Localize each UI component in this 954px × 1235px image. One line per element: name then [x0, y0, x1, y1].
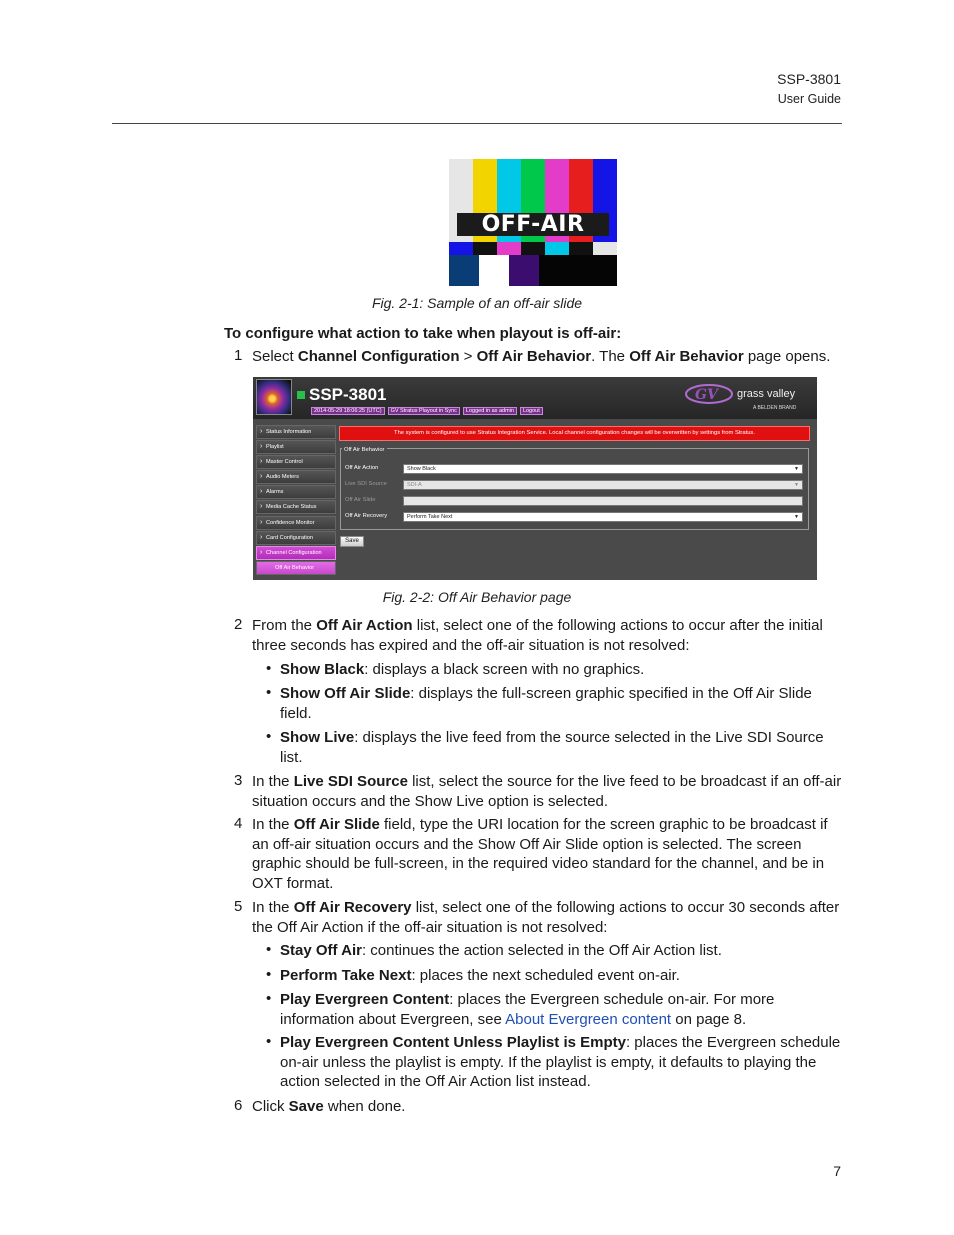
timestamp-tag: 2014-05-29 18:06:25 (UTC) [311, 407, 385, 415]
off-air-action-select[interactable]: Show Black ▼ [403, 464, 803, 474]
figure1-caption: Fig. 2-1: Sample of an off-air slide [371, 295, 583, 311]
off-air-action-label: Off Air Action [345, 465, 379, 471]
user-tag: Logged in as admin [463, 407, 517, 415]
off-air-recovery-select[interactable]: Perform Take Next ▼ [403, 512, 803, 522]
step-6-number: 6 [234, 1097, 243, 1114]
live-sdi-source-select: SDI-A ▼ [403, 480, 803, 490]
dropdown-arrow-icon: ▼ [794, 466, 799, 472]
dropdown-arrow-icon: ▼ [794, 482, 799, 488]
step-1-text: Select Channel Configuration > Off Air Behavior. The Off Air Behavior page opens. [252, 348, 831, 365]
option-show-live: Show Live: displays the live feed from the source selected in the Live SDI Source list. [280, 729, 824, 766]
bullet-dot: • [266, 990, 272, 1007]
app-title: SSP-3801 [309, 385, 387, 404]
nav-item-card-configuration[interactable]: › Card Configuration [256, 531, 336, 545]
logout-button[interactable]: Logout [520, 407, 543, 415]
status-indicator [297, 391, 305, 399]
option-play-evergreen-content: Play Evergreen Content: places the Evergreen schedule on-air. For more information about Evergreen, see About Evergreen content on page 8. [280, 991, 775, 1028]
step-3-text: In the Live SDI Source list, select the source for the live feed to be broadcast if an off-air situation occurs and the Show Live option is selected. [252, 773, 842, 810]
nav-item-audio-meters[interactable]: › Audio Meters [256, 470, 336, 484]
step-1-number: 1 [234, 347, 243, 364]
procedure-heading: To configure what action to take when playout is off-air: [224, 325, 622, 342]
off-air-slide-input [403, 496, 803, 506]
option-perform-take-next: Perform Take Next: places the next scheduled event on-air. [280, 967, 680, 984]
doc-title: SSP-3801 [777, 71, 841, 87]
off-air-label: OFF-AIR [457, 213, 609, 236]
save-button[interactable]: Save [340, 536, 364, 547]
status-tags [311, 407, 543, 415]
nav-item-status-information[interactable]: › Status Information [256, 425, 336, 439]
bullet-dot: • [266, 941, 272, 958]
svg-text:GV: GV [695, 387, 718, 403]
sync-status-tag: GV Stratus Playout in Sync [388, 407, 460, 415]
nav-item-off-air-behavior[interactable]: Off Air Behavior [256, 561, 336, 575]
pluge-bars [449, 255, 617, 286]
brand-subtitle: A BELDEN BRAND [753, 405, 797, 411]
nav-sidebar [256, 425, 336, 576]
about-evergreen-link[interactable]: About Evergreen content [505, 1010, 672, 1028]
bullet-dot: • [266, 966, 272, 983]
step-5-number: 5 [234, 898, 243, 915]
step-3-number: 3 [234, 772, 243, 789]
live-sdi-source-label: Live SDI Source [345, 481, 387, 487]
nav-item-confidence-monitor[interactable]: › Confidence Monitor [256, 516, 336, 530]
off-air-slide-image [449, 159, 617, 286]
doc-subtitle: User Guide [777, 92, 841, 106]
step-4-number: 4 [234, 815, 243, 832]
option-show-black: Show Black: displays a black screen with no graphics. [280, 661, 645, 678]
off-air-behavior-screenshot [253, 377, 817, 580]
step-6-text: Click Save when done. [252, 1098, 406, 1115]
off-air-slide-label: Off Air Slide [345, 497, 376, 503]
bullet-dot: • [266, 660, 272, 677]
bullet-dot: • [266, 684, 272, 701]
brand-name: grass valley [737, 388, 796, 400]
option-show-off-air-slide: Show Off Air Slide: displays the full-screen graphic specified in the Off Air Slide field. [280, 685, 812, 722]
step-5-text: In the Off Air Recovery list, select one of the following actions to occur 30 seconds after the Off Air Action if the off-air situation is not resolved: [252, 899, 840, 936]
nav-item-playlist[interactable]: › Playlist [256, 440, 336, 454]
bullet-dot: • [266, 1033, 272, 1050]
dropdown-arrow-icon: ▼ [794, 514, 799, 520]
off-air-recovery-label: Off Air Recovery [345, 513, 388, 519]
stratus-warning-banner: The system is configured to use Stratus Integration Service. Local channel configuration changes will be overwritten by settings from Stratus. [339, 426, 810, 441]
bullet-dot: • [266, 728, 272, 745]
step-2-number: 2 [234, 616, 243, 633]
color-bars-reverse [449, 242, 617, 255]
nav-item-channel-configuration[interactable]: › Channel Configuration [256, 546, 336, 560]
app-header-bar [253, 377, 817, 419]
nav-item-alarms[interactable]: › Alarms [256, 485, 336, 499]
page-number: 7 [833, 1163, 841, 1179]
option-stay-off-air: Stay Off Air: continues the action selected in the Off Air Action list. [280, 942, 722, 959]
option-play-evergreen-unless-empty: Play Evergreen Content Unless Playlist is Empty: places the Evergreen schedule on-air unless the playlist is empty. If the playlist is empty, it defaults to playing the action selected in the Off Air Action list instead. [280, 1034, 841, 1090]
step-2-text: From the Off Air Action list, select one of the following actions to occur after the initial three seconds has expired and the off-air situation is not resolved: [252, 617, 823, 654]
app-logo [256, 379, 292, 415]
nav-item-master-control[interactable]: › Master Control [256, 455, 336, 469]
header-rule [112, 123, 842, 124]
fieldset-legend: Off Air Behavior [344, 447, 385, 453]
step-4-text: In the Off Air Slide field, type the URI location for the screen graphic to be broadcast if an off-air situation occurs and the Show Off Air Slide option is selected. The screen graphic should be full-screen, in the required video standard for the channel, and be in OXT format. [252, 816, 828, 892]
figure2-caption: Fig. 2-2: Off Air Behavior page [382, 589, 572, 605]
grass-valley-logo-icon [685, 383, 735, 405]
nav-item-media-cache-status[interactable]: › Media Cache Status [256, 500, 336, 514]
